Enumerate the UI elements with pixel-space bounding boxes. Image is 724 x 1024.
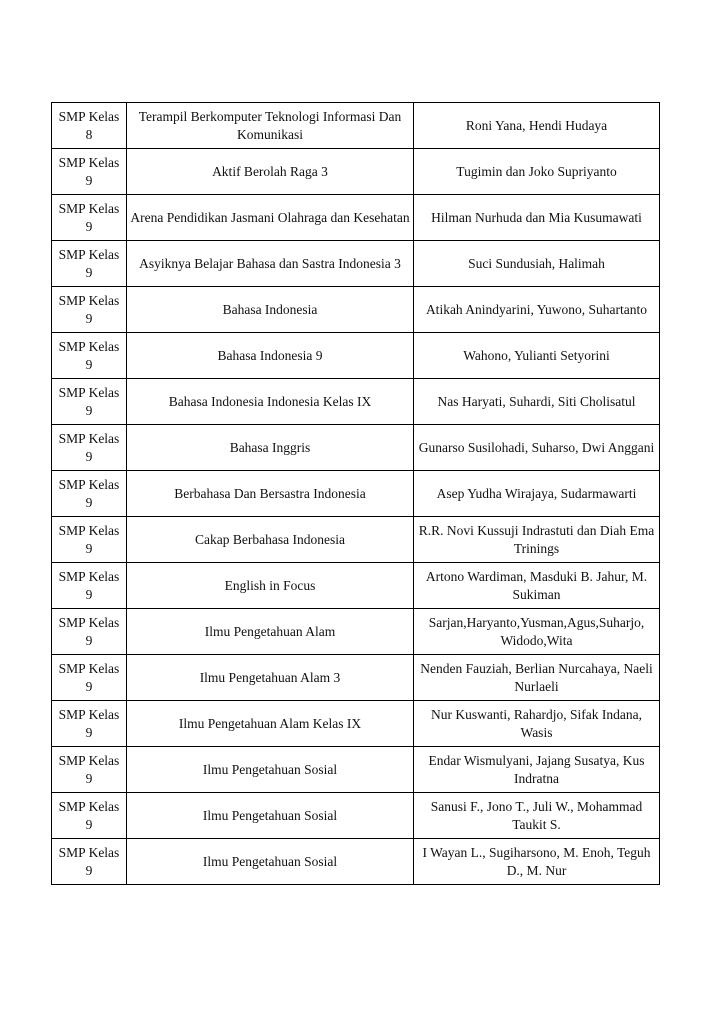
author-cell: Tugimin dan Joko Supriyanto <box>414 149 660 195</box>
book-title-cell: Ilmu Pengetahuan Sosial <box>127 793 414 839</box>
book-title-cell: Asyiknya Belajar Bahasa dan Sastra Indonesia 3 <box>127 241 414 287</box>
table-row <box>52 195 660 241</box>
table-row <box>52 103 660 149</box>
class-level-cell: SMP Kelas 9 <box>52 333 127 379</box>
author-cell: Suci Sundusiah, Halimah <box>414 241 660 287</box>
book-title-cell: Ilmu Pengetahuan Sosial <box>127 747 414 793</box>
author-cell: Endar Wismulyani, Jajang Susatya, Kus Indratna <box>414 747 660 793</box>
author-cell: Asep Yudha Wirajaya, Sudarmawarti <box>414 471 660 517</box>
class-level-cell: SMP Kelas 9 <box>52 839 127 885</box>
book-title-cell: Ilmu Pengetahuan Sosial <box>127 839 414 885</box>
author-cell: Nur Kuswanti, Rahardjo, Sifak Indana, Wasis <box>414 701 660 747</box>
class-level-cell: SMP Kelas 9 <box>52 655 127 701</box>
class-level-cell: SMP Kelas 9 <box>52 425 127 471</box>
author-cell: Atikah Anindyarini, Yuwono, Suhartanto <box>414 287 660 333</box>
class-level-cell: SMP Kelas 8 <box>52 103 127 149</box>
table-row <box>52 747 660 793</box>
author-cell: Nenden Fauziah, Berlian Nurcahaya, Naeli Nurlaeli <box>414 655 660 701</box>
table-row <box>52 425 660 471</box>
table-row <box>52 655 660 701</box>
table-row <box>52 287 660 333</box>
class-level-cell: SMP Kelas 9 <box>52 517 127 563</box>
table-row <box>52 471 660 517</box>
author-cell: Gunarso Susilohadi, Suharso, Dwi Anggani <box>414 425 660 471</box>
book-title-cell: Terampil Berkomputer Teknologi Informasi Dan Komunikasi <box>127 103 414 149</box>
table-row <box>52 241 660 287</box>
book-title-cell: Ilmu Pengetahuan Alam Kelas IX <box>127 701 414 747</box>
book-title-cell: Bahasa Indonesia 9 <box>127 333 414 379</box>
table-row <box>52 609 660 655</box>
class-level-cell: SMP Kelas 9 <box>52 793 127 839</box>
author-cell: Artono Wardiman, Masduki B. Jahur, M. Sukiman <box>414 563 660 609</box>
class-level-cell: SMP Kelas 9 <box>52 701 127 747</box>
class-level-cell: SMP Kelas 9 <box>52 287 127 333</box>
book-title-cell: Bahasa Indonesia <box>127 287 414 333</box>
table-row <box>52 149 660 195</box>
author-cell: Wahono, Yulianti Setyorini <box>414 333 660 379</box>
table-row <box>52 793 660 839</box>
class-level-cell: SMP Kelas 9 <box>52 241 127 287</box>
book-title-cell: Arena Pendidikan Jasmani Olahraga dan Kesehatan <box>127 195 414 241</box>
table-body <box>52 103 660 885</box>
book-title-cell: Cakap Berbahasa Indonesia <box>127 517 414 563</box>
author-cell: R.R. Novi Kussuji Indrastuti dan Diah Ema Trinings <box>414 517 660 563</box>
author-cell: Hilman Nurhuda dan Mia Kusumawati <box>414 195 660 241</box>
book-title-cell: Berbahasa Dan Bersastra Indonesia <box>127 471 414 517</box>
table-row <box>52 839 660 885</box>
table-row <box>52 333 660 379</box>
author-cell: Sarjan,Haryanto,Yusman,Agus,Suharjo, Widodo,Wita <box>414 609 660 655</box>
author-cell: I Wayan L., Sugiharsono, M. Enoh, Teguh D., M. Nur <box>414 839 660 885</box>
table-row <box>52 701 660 747</box>
table-row <box>52 379 660 425</box>
table-row <box>52 517 660 563</box>
book-title-cell: Aktif Berolah Raga 3 <box>127 149 414 195</box>
class-level-cell: SMP Kelas 9 <box>52 379 127 425</box>
class-level-cell: SMP Kelas 9 <box>52 195 127 241</box>
book-title-cell: Ilmu Pengetahuan Alam <box>127 609 414 655</box>
book-title-cell: Bahasa Inggris <box>127 425 414 471</box>
author-cell: Roni Yana, Hendi Hudaya <box>414 103 660 149</box>
class-level-cell: SMP Kelas 9 <box>52 149 127 195</box>
author-cell: Nas Haryati, Suhardi, Siti Cholisatul <box>414 379 660 425</box>
class-level-cell: SMP Kelas 9 <box>52 471 127 517</box>
class-level-cell: SMP Kelas 9 <box>52 747 127 793</box>
class-level-cell: SMP Kelas 9 <box>52 609 127 655</box>
book-title-cell: Ilmu Pengetahuan Alam 3 <box>127 655 414 701</box>
author-cell: Sanusi F., Jono T., Juli W., Mohammad Taukit S. <box>414 793 660 839</box>
book-list-table <box>51 102 660 885</box>
book-title-cell: Bahasa Indonesia Indonesia Kelas IX <box>127 379 414 425</box>
class-level-cell: SMP Kelas 9 <box>52 563 127 609</box>
table-row <box>52 563 660 609</box>
book-title-cell: English in Focus <box>127 563 414 609</box>
